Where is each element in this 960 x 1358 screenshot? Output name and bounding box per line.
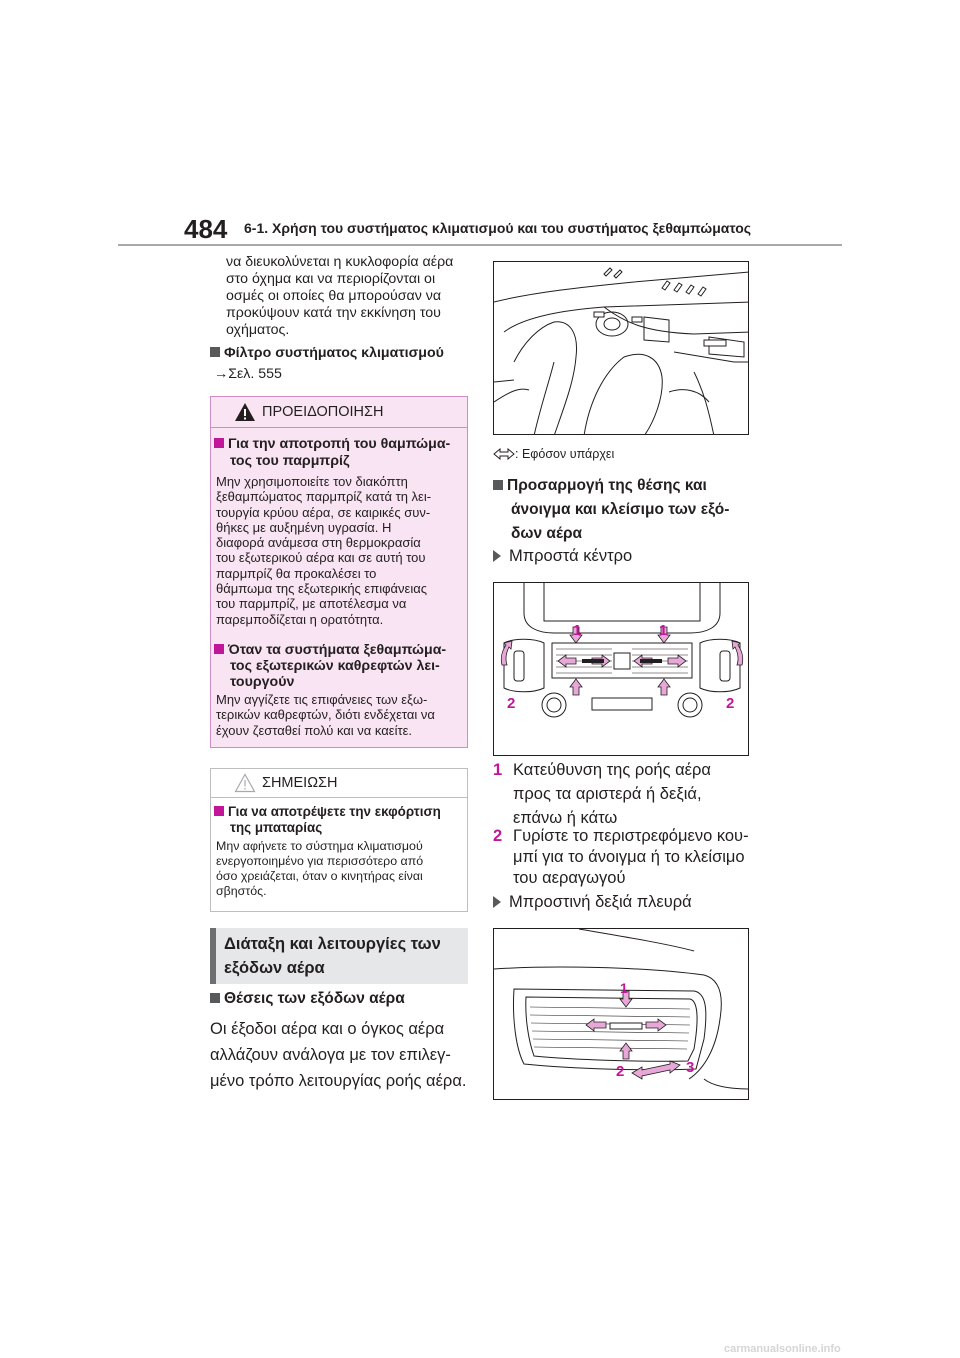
cabin-drawing bbox=[494, 262, 749, 435]
callout-1-right: 1 bbox=[659, 622, 668, 639]
caution-triangle-icon bbox=[234, 773, 256, 793]
text-line: έχουν ζεσταθεί πολύ και να καείτε. bbox=[216, 722, 413, 738]
text-line: σβηστός. bbox=[216, 884, 267, 898]
square-bullet-icon bbox=[210, 993, 220, 1003]
text-line: μπί για το άνοιγμα ή το κλείσιμο bbox=[513, 848, 745, 866]
filter-page-ref[interactable]: →Σελ. 555 bbox=[214, 366, 282, 382]
callout-3: 3 bbox=[686, 1059, 695, 1076]
text-line: Κατεύθυνση της ροής αέρα bbox=[513, 761, 711, 779]
text-line: Γυρίστε το περιστρεφόμενο κου- bbox=[513, 827, 749, 845]
text-line: τος εξωτερικών καθρεφτών λει- bbox=[230, 658, 440, 674]
note-item-heading bbox=[214, 804, 441, 835]
callout-2-right: 2 bbox=[726, 695, 735, 712]
text-line: θήκες με αυξημένη υγρασία. Η bbox=[216, 519, 392, 535]
text-line: τος του παρμπρίζ bbox=[230, 453, 350, 469]
front-right-label bbox=[493, 889, 692, 915]
text-line: προκύψουν κατά την εκκίνηση του bbox=[226, 305, 441, 321]
step-2-number: 2 bbox=[493, 827, 503, 845]
watermark: carmanualsonline.info bbox=[724, 1343, 841, 1355]
square-bullet-icon bbox=[214, 438, 224, 448]
text-line: τερικών καθρεφτών, διότι ενδέχεται να bbox=[216, 707, 435, 723]
chapter-title: 6-1. Χρήση του συστήματος κλιματισμού και του συστήματος ξεθαμπώματος bbox=[244, 220, 752, 236]
legend-row bbox=[493, 447, 614, 461]
text-line: του παρμπρίζ, με αποτέλεσμα να bbox=[216, 596, 407, 612]
step-1-number: 1 bbox=[493, 761, 503, 779]
text-line: δων αέρα bbox=[511, 525, 583, 542]
square-bullet-icon bbox=[214, 644, 224, 654]
text-line: τουργία κρύου αέρα, σε καιρικές συν- bbox=[216, 504, 431, 520]
text-line: Οι έξοδοι αέρα και ο όγκος αέρα bbox=[210, 1020, 445, 1038]
header-divider bbox=[118, 244, 842, 246]
filter-heading bbox=[210, 345, 444, 362]
text-line: προς τα αριστερά ή δεξιά, bbox=[513, 785, 702, 803]
section-title bbox=[224, 932, 441, 980]
front-center-label bbox=[493, 543, 632, 569]
note-title: ΣΗΜΕΙΩΣΗ bbox=[262, 775, 338, 791]
vent-arrow-icon bbox=[493, 448, 515, 460]
text-line: Μην αγγίζετε τις επιφάνειες των εξω- bbox=[216, 692, 428, 707]
text-line: τουργούν bbox=[230, 674, 295, 690]
section-title-bar bbox=[210, 928, 468, 984]
step-1 bbox=[493, 758, 711, 827]
text-line: του αεραγωγού bbox=[513, 869, 626, 887]
triangle-bullet-icon bbox=[493, 896, 501, 908]
text-line: οσμές οι οποίες θα μπορούσαν να bbox=[226, 288, 442, 304]
text-line: εξόδων αέρα bbox=[224, 959, 325, 977]
text-line: οχήματος. bbox=[226, 322, 290, 338]
text-line: παρμπρίζ θα προκαλέσει το bbox=[216, 565, 377, 581]
square-bullet-icon bbox=[214, 806, 224, 816]
filter-heading-text: Φίλτρο συστήματος κλιματισμού bbox=[224, 345, 444, 361]
text-line: Για να αποτρέψετε την εκφόρτιση bbox=[228, 804, 441, 819]
warning-triangle-icon bbox=[234, 402, 256, 422]
text-line: Προσαρμογή της θέσης και bbox=[507, 477, 707, 494]
warning-item1-heading bbox=[214, 436, 450, 470]
warning-item2-text bbox=[216, 692, 435, 738]
step-2 bbox=[493, 826, 749, 887]
vents-paragraph bbox=[210, 1016, 466, 1094]
text-line: Διάταξη και λειτουργίες των bbox=[224, 935, 441, 953]
text-line: άνοιγμα και κλείσιμο των εξό- bbox=[511, 501, 730, 518]
front-right-vent-illustration bbox=[493, 928, 749, 1100]
warning-title: ΠΡΟΕΙΔΟΠΟΙΗΣΗ bbox=[262, 404, 384, 420]
text-line: παρεμποδίζεται η ορατότητα. bbox=[216, 611, 384, 627]
center-vents-drawing bbox=[494, 583, 749, 756]
text-line: Μην χρησιμοποιείτε τον διακόπτη bbox=[216, 474, 408, 489]
callout-1-left: 1 bbox=[573, 622, 582, 639]
callout-2: 2 bbox=[616, 1063, 625, 1080]
text-line: ξεθαμπώματος παρμπρίζ κατά τη λει- bbox=[216, 489, 432, 505]
triangle-bullet-icon bbox=[493, 550, 501, 562]
warning-item1-text bbox=[216, 474, 431, 627]
square-bullet-icon bbox=[210, 347, 220, 357]
page-number: 484 bbox=[184, 214, 228, 244]
step-2-text bbox=[513, 826, 773, 889]
text-line: της μπαταρίας bbox=[230, 819, 323, 835]
adjust-heading bbox=[493, 474, 729, 546]
text-line: στο όχημα και να περιορίζονται οι bbox=[226, 271, 436, 287]
note-item-text bbox=[216, 839, 423, 899]
intro-paragraph bbox=[226, 254, 453, 339]
square-bullet-icon bbox=[493, 480, 503, 490]
text-line: διαφορά ανάμεσα στη θερμοκρασία bbox=[216, 535, 421, 551]
callout-1: 1 bbox=[620, 980, 628, 996]
text-line: θάμπωμα της εξωτερικής επιφάνειας bbox=[216, 581, 427, 597]
vents-heading-text: Θέσεις των εξόδων αέρα bbox=[224, 990, 405, 1007]
front-right-text: Μπροστινή δεξιά πλευρά bbox=[509, 893, 692, 911]
text-line: Όταν τα συστήματα ξεθαμπώμα- bbox=[228, 642, 447, 658]
text-line: να διευκολύνεται η κυκλοφορία αέρα bbox=[226, 254, 454, 270]
text-line: επάνω ή κάτω bbox=[513, 809, 618, 827]
step-1-text bbox=[513, 758, 753, 830]
text-line: Μην αφήνετε το σύστημα κλιματισμού bbox=[216, 839, 423, 853]
callout-2-left: 2 bbox=[507, 695, 516, 712]
legend-text: : Εφόσον υπάρχει bbox=[515, 447, 615, 461]
text-line: μένο τρόπο λειτουργίας ροής αέρα. bbox=[210, 1072, 467, 1090]
front-center-vents-illustration bbox=[493, 582, 749, 756]
note-header bbox=[210, 768, 468, 798]
text-line: Για την αποτροπή του θαμπώμα- bbox=[228, 436, 451, 452]
cabin-vents-illustration bbox=[493, 261, 749, 435]
text-line: ενεργοποιημένο για περισσότερο από bbox=[216, 854, 424, 868]
text-line: όσο χρειάζεται, όταν ο κινητήρας είναι bbox=[216, 869, 423, 883]
text-line: του εξωτερικού αέρα και σε αυτή του bbox=[216, 550, 426, 566]
warning-header bbox=[210, 396, 468, 428]
vents-heading bbox=[210, 990, 405, 1008]
warning-item2-heading bbox=[214, 642, 446, 690]
front-center-text: Μπροστά κέντρο bbox=[509, 547, 633, 565]
text-line: αλλάζουν ανάλογα με τον επιλεγ- bbox=[210, 1046, 451, 1064]
